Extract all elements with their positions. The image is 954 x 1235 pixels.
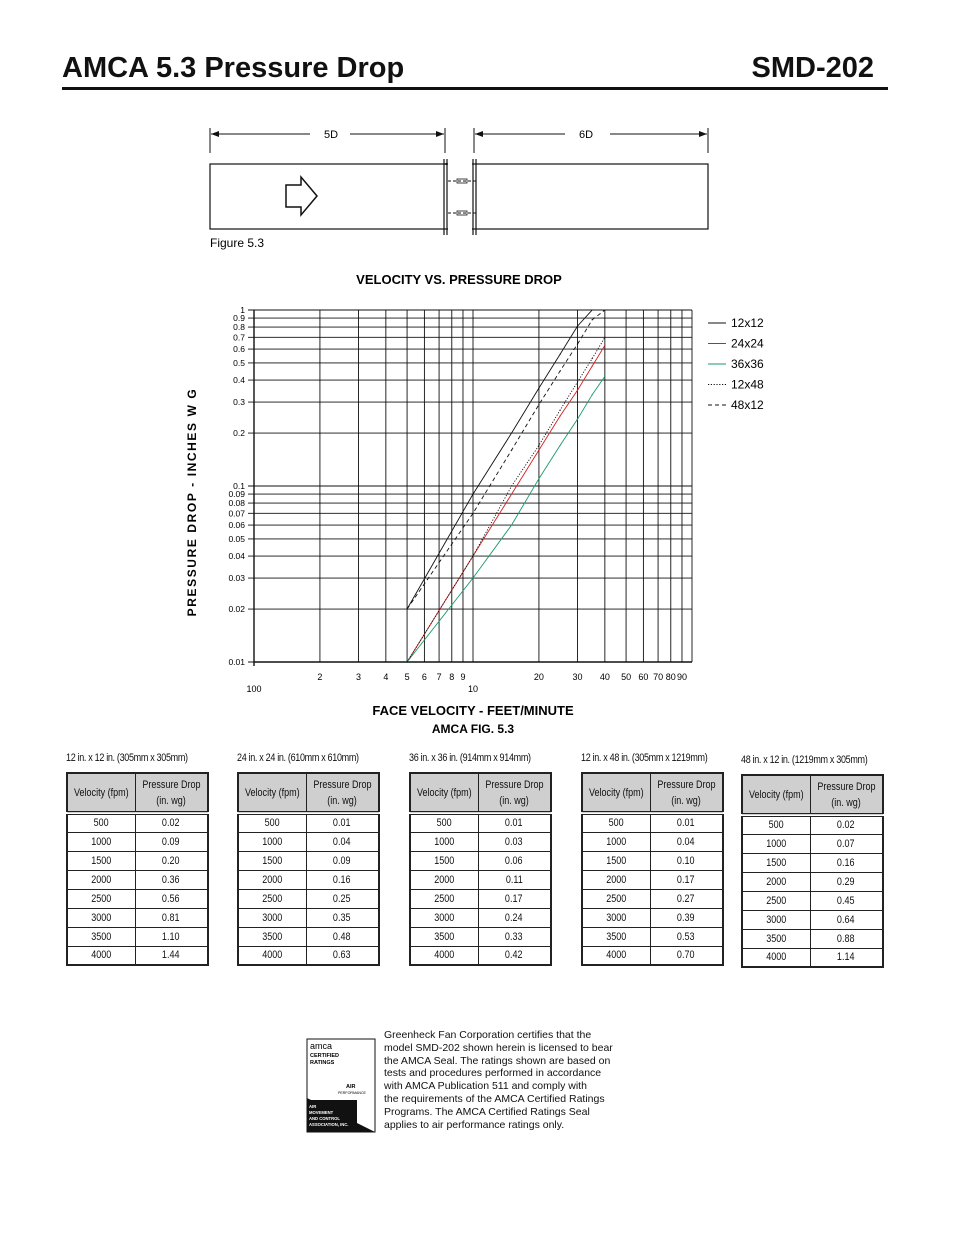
chart-subtitle: AMCA FIG. 5.3	[431, 722, 515, 736]
y-tick-label: 0.01	[228, 657, 245, 667]
seal-assoc-2: MOVEMENT	[309, 1110, 334, 1115]
cell-pressure: 0.04	[650, 832, 722, 851]
table-caption: 12 in. x 48 in. (305mm x 1219mm)	[581, 752, 708, 764]
seal-certified: CERTIFIED	[310, 1053, 340, 1059]
data-point	[511, 449, 512, 450]
col-header-velocity: Velocity (fpm)	[410, 773, 478, 813]
cell-velocity: 2000	[410, 870, 478, 889]
dim-arrow	[211, 131, 219, 137]
x-tick-label: 8	[449, 672, 455, 682]
chart-grid	[248, 310, 692, 666]
cell-pressure: 0.02	[135, 813, 207, 832]
y-tick-label: 0.5	[233, 357, 245, 368]
y-tick-label: 0.8	[233, 322, 245, 333]
table-row	[582, 927, 723, 946]
cell-pressure: 0.39	[650, 908, 722, 927]
y-tick-label: 0.09	[228, 489, 245, 500]
table-row	[67, 832, 208, 851]
legend-label: 36x36	[731, 357, 764, 371]
cell-pressure: 0.36	[135, 870, 207, 889]
x-tick-label: 80	[665, 672, 676, 682]
cell-pressure: 0.45	[810, 891, 882, 910]
cell-pressure: 0.09	[306, 851, 378, 870]
table-row	[742, 891, 883, 910]
table-header-row	[67, 773, 208, 813]
x-tick-label: 20	[533, 672, 544, 682]
table	[409, 772, 552, 966]
data-point	[577, 326, 578, 327]
cell-velocity: 3500	[67, 927, 135, 946]
table-row	[410, 889, 551, 908]
data-point	[406, 661, 407, 662]
x-tick-label: 9	[460, 672, 466, 682]
y-tick-label: 0.1	[233, 481, 245, 491]
cell-velocity: 2000	[742, 872, 810, 891]
x-tick-label: 40	[599, 672, 610, 682]
cell-velocity: 1000	[238, 832, 306, 851]
table-row	[67, 813, 208, 832]
cell-pressure: 0.01	[478, 813, 550, 832]
data-point	[577, 381, 578, 382]
cell-velocity: 2000	[67, 870, 135, 889]
data-point	[538, 445, 539, 446]
cell-velocity: 500	[410, 813, 478, 832]
x-tick-label: 10	[467, 684, 479, 694]
series-line-12x12	[407, 310, 605, 609]
cell-pressure: 1.14	[810, 948, 882, 967]
cell-velocity: 2500	[582, 889, 650, 908]
y-tick-label: 0.6	[233, 344, 245, 355]
table-row	[742, 853, 883, 872]
cell-pressure: 0.11	[478, 870, 550, 889]
cell-velocity: 1000	[410, 832, 478, 851]
table-row	[742, 815, 883, 834]
cell-velocity: 500	[742, 815, 810, 834]
cell-velocity: 500	[238, 813, 306, 832]
pressure-table	[237, 750, 385, 966]
cell-pressure: 0.09	[135, 832, 207, 851]
cell-velocity: 2500	[742, 891, 810, 910]
data-point	[604, 376, 605, 377]
data-point	[472, 555, 473, 556]
cell-pressure: 0.29	[810, 872, 882, 891]
y-tick-label: 0.06	[228, 520, 245, 531]
data-point	[560, 370, 561, 371]
cell-pressure: 0.88	[810, 929, 882, 948]
y-axis-label: PRESSURE DROP - INCHES W G	[185, 387, 199, 617]
cell-pressure: 0.16	[306, 870, 378, 889]
x-tick-label: 70	[653, 672, 664, 682]
dim-arrow	[699, 131, 707, 137]
chart-legend	[708, 316, 764, 412]
series-line-48x12	[407, 310, 605, 609]
pressure-table	[409, 750, 557, 966]
statement-line: model SMD-202 shown herein is licensed to bear	[384, 1041, 613, 1054]
table-row	[67, 908, 208, 927]
statement-line: the AMCA Seal. The ratings shown are based on	[384, 1054, 611, 1067]
cell-velocity: 4000	[410, 946, 478, 965]
dim-arrow	[436, 131, 444, 137]
col-header-pressure: Pressure Drop (in. wg)	[810, 775, 882, 815]
data-point	[511, 485, 512, 486]
cell-velocity: 500	[67, 813, 135, 832]
cell-velocity: 3500	[238, 927, 306, 946]
cell-pressure: 0.07	[810, 834, 882, 853]
y-tick-label: 0.07	[228, 508, 245, 519]
cell-velocity: 1500	[582, 851, 650, 870]
pressure-table	[581, 750, 735, 966]
table-caption: 24 in. x 24 in. (610mm x 610mm)	[237, 752, 359, 764]
col-header-velocity: Velocity (fpm)	[67, 773, 135, 813]
y-tick-label: 0.7	[233, 332, 245, 343]
data-point	[538, 478, 539, 479]
cell-velocity: 3000	[582, 908, 650, 927]
table-row	[582, 889, 723, 908]
data-point	[511, 493, 512, 494]
table-row	[67, 927, 208, 946]
x-tick-label: 50	[621, 672, 632, 682]
data-point	[560, 415, 561, 416]
legend-label: 12x12	[731, 316, 764, 330]
col-header-pressure: Pressure Drop (in. wg)	[478, 773, 550, 813]
col-header-velocity: Velocity (fpm)	[238, 773, 306, 813]
x-tick-label: 3	[355, 672, 361, 682]
seal-assoc-1: AIR	[309, 1104, 317, 1109]
statement-line: Greenheck Fan Corporation certifies that the	[384, 1029, 592, 1041]
cell-velocity: 1000	[582, 832, 650, 851]
cell-pressure: 0.33	[478, 927, 550, 946]
table-row	[238, 813, 379, 832]
pressure-table	[741, 752, 895, 968]
table-row	[582, 832, 723, 851]
table-row	[582, 946, 723, 965]
cell-velocity: 2500	[67, 889, 135, 908]
cell-velocity: 2500	[410, 889, 478, 908]
y-tick-label: 0.9	[233, 313, 245, 324]
cell-pressure: 0.56	[135, 889, 207, 908]
cell-pressure: 0.03	[478, 832, 550, 851]
data-point	[560, 409, 561, 410]
flow-arrow-icon	[286, 177, 317, 215]
table-header-row	[742, 775, 883, 815]
table-row	[410, 813, 551, 832]
table-row	[238, 832, 379, 851]
table-row	[410, 946, 551, 965]
cell-velocity: 3500	[410, 927, 478, 946]
data-point	[560, 445, 561, 446]
statement-line: applies to air performance ratings only.	[384, 1118, 565, 1131]
figure-caption: Figure 5.3	[210, 236, 265, 250]
certification-statement	[384, 1029, 644, 1131]
data-point	[577, 344, 578, 345]
table-row	[238, 851, 379, 870]
legend-label: 48x12	[731, 398, 764, 412]
cell-pressure: 1.44	[135, 946, 207, 965]
data-point	[592, 394, 593, 395]
cell-velocity: 2000	[582, 870, 650, 889]
series-line-12x48	[407, 337, 605, 662]
chart-title: VELOCITY VS. PRESSURE DROP	[356, 272, 562, 287]
table-row	[742, 834, 883, 853]
data-point	[472, 493, 473, 494]
seal-assoc-4: ASSOCIATION, INC.	[309, 1122, 349, 1127]
cell-pressure: 0.42	[478, 946, 550, 965]
cell-pressure: 0.16	[810, 853, 882, 872]
table-row	[67, 851, 208, 870]
damper-gap	[448, 163, 472, 230]
y-tick-label: 0.05	[228, 533, 245, 544]
statement-line: the requirements of the AMCA Certified Ratings	[384, 1092, 605, 1105]
cell-velocity: 500	[582, 813, 650, 832]
table-row	[410, 851, 551, 870]
table-row	[410, 927, 551, 946]
y-tick-label: 0.04	[228, 551, 245, 562]
data-point	[406, 608, 407, 609]
cell-pressure: 0.01	[650, 813, 722, 832]
data-point	[511, 432, 512, 433]
table-caption: 48 in. x 12 in. (1219mm x 305mm)	[741, 754, 868, 766]
y-tick-label: 0.2	[233, 428, 245, 439]
table-row	[742, 910, 883, 929]
y-tick-label: 0.02	[228, 604, 245, 615]
statement-line: tests and procedures performed in accordance	[384, 1067, 602, 1080]
table	[66, 772, 209, 966]
table-row	[742, 948, 883, 967]
col-header-velocity: Velocity (fpm)	[582, 773, 650, 813]
col-header-pressure: Pressure Drop (in. wg)	[135, 773, 207, 813]
series-line-36x36	[407, 376, 605, 662]
data-point	[604, 345, 605, 346]
cell-pressure: 0.48	[306, 927, 378, 946]
model-number: SMD-202	[751, 52, 874, 84]
cell-pressure: 0.10	[650, 851, 722, 870]
data-point	[577, 390, 578, 391]
data-point	[592, 358, 593, 359]
table-row	[238, 889, 379, 908]
col-header-velocity: Velocity (fpm)	[742, 775, 810, 815]
statement-line: with AMCA Publication 511 and comply with	[384, 1080, 587, 1093]
y-tick-label: 0.08	[228, 498, 245, 509]
cell-pressure: 0.81	[135, 908, 207, 927]
cell-velocity: 4000	[582, 946, 650, 965]
table-row	[582, 908, 723, 927]
cell-pressure: 0.20	[135, 851, 207, 870]
x-tick-label: 2	[317, 672, 323, 682]
x-tick-label: 4	[383, 672, 389, 682]
seal-ratings: RATINGS	[310, 1060, 335, 1066]
x-tick-label: 90	[676, 672, 687, 682]
data-point	[592, 366, 593, 367]
table-row	[67, 946, 208, 965]
table-row	[67, 889, 208, 908]
amca-seal-logo	[306, 1038, 376, 1133]
seal-amca: amca	[310, 1041, 333, 1051]
table	[237, 772, 380, 966]
pressure-table	[66, 750, 214, 966]
cell-velocity: 3000	[742, 910, 810, 929]
cell-pressure: 0.70	[650, 946, 722, 965]
statement-line: Programs. The AMCA Certified Ratings Seal	[384, 1105, 590, 1118]
dim-arrow	[475, 131, 483, 137]
cell-velocity: 3500	[742, 929, 810, 948]
x-tick-label: 100	[246, 684, 262, 694]
table-row	[410, 908, 551, 927]
table-header-row	[582, 773, 723, 813]
table-row	[67, 870, 208, 889]
seal-assoc-3: AND CONTROL	[309, 1116, 340, 1121]
cell-pressure: 0.02	[810, 815, 882, 834]
cell-pressure: 0.25	[306, 889, 378, 908]
x-axis-label: FACE VELOCITY - FEET/MINUTE	[372, 703, 574, 718]
x-tick-label: 5	[404, 672, 410, 682]
cell-velocity: 4000	[67, 946, 135, 965]
x-tick-label: 6	[421, 672, 427, 682]
page-title: AMCA 5.3 Pressure Drop	[62, 52, 405, 84]
cell-velocity: 1500	[742, 853, 810, 872]
cell-velocity: 3000	[67, 908, 135, 927]
cell-pressure: 0.64	[810, 910, 882, 929]
table-row	[582, 813, 723, 832]
data-point	[604, 337, 605, 338]
legend-label: 24x24	[731, 336, 764, 351]
cell-pressure: 0.17	[650, 870, 722, 889]
cell-velocity: 1000	[742, 834, 810, 853]
data-point	[538, 449, 539, 450]
cell-velocity: 1500	[238, 851, 306, 870]
legend-label: 12x48	[731, 377, 764, 392]
table-row	[582, 870, 723, 889]
cell-pressure: 0.04	[306, 832, 378, 851]
table-row	[238, 870, 379, 889]
y-tick-label: 1	[240, 305, 245, 315]
cell-pressure: 0.53	[650, 927, 722, 946]
cell-pressure: 0.01	[306, 813, 378, 832]
cell-velocity: 3500	[582, 927, 650, 946]
cell-velocity: 1500	[67, 851, 135, 870]
table-row	[582, 851, 723, 870]
cell-velocity: 1000	[67, 832, 135, 851]
data-point	[472, 577, 473, 578]
table-row	[742, 872, 883, 891]
table-row	[742, 929, 883, 948]
duct-test-diagram	[205, 125, 715, 250]
cell-velocity: 2500	[238, 889, 306, 908]
col-header-pressure: Pressure Drop (in. wg)	[650, 773, 722, 813]
table-caption: 12 in. x 12 in. (305mm x 305mm)	[66, 752, 188, 764]
seal-air: AIR	[346, 1084, 356, 1090]
cell-pressure: 0.24	[478, 908, 550, 927]
cell-pressure: 0.63	[306, 946, 378, 965]
x-tick-label: 60	[638, 672, 649, 682]
table	[741, 774, 884, 968]
table-header-row	[410, 773, 551, 813]
cell-pressure: 0.27	[650, 889, 722, 908]
y-tick-label: 0.3	[233, 397, 245, 408]
cell-velocity: 4000	[238, 946, 306, 965]
col-header-pressure: Pressure Drop (in. wg)	[306, 773, 378, 813]
cell-velocity: 3000	[410, 908, 478, 927]
x-tick-label: 7	[436, 672, 442, 682]
table-row	[238, 946, 379, 965]
data-point	[577, 418, 578, 419]
dim-label-5d: 5D	[323, 129, 339, 141]
table-row	[410, 870, 551, 889]
cell-velocity: 1500	[410, 851, 478, 870]
y-tick-label: 0.03	[228, 573, 245, 584]
data-point	[511, 524, 512, 525]
seal-performance: PERFORMANCE	[338, 1091, 366, 1095]
velocity-pressure-chart	[180, 265, 800, 750]
table	[581, 772, 724, 966]
data-point	[538, 404, 539, 405]
cell-velocity: 4000	[742, 948, 810, 967]
x-tick-label: 30	[572, 672, 583, 682]
table-row	[238, 908, 379, 927]
y-tick-label: 0.4	[233, 375, 245, 386]
table-header-row	[238, 773, 379, 813]
data-point	[592, 319, 593, 320]
data-point	[472, 513, 473, 514]
table-row	[410, 832, 551, 851]
dim-label-6d: 6D	[578, 129, 594, 141]
cell-pressure: 0.06	[478, 851, 550, 870]
table-row	[238, 927, 379, 946]
cell-pressure: 1.10	[135, 927, 207, 946]
data-point	[538, 387, 539, 388]
cell-pressure: 0.17	[478, 889, 550, 908]
cell-velocity: 2000	[238, 870, 306, 889]
data-point	[560, 354, 561, 355]
table-caption: 36 in. x 36 in. (914mm x 914mm)	[409, 752, 531, 764]
cell-velocity: 3000	[238, 908, 306, 927]
page-header	[62, 52, 888, 90]
cell-pressure: 0.35	[306, 908, 378, 927]
